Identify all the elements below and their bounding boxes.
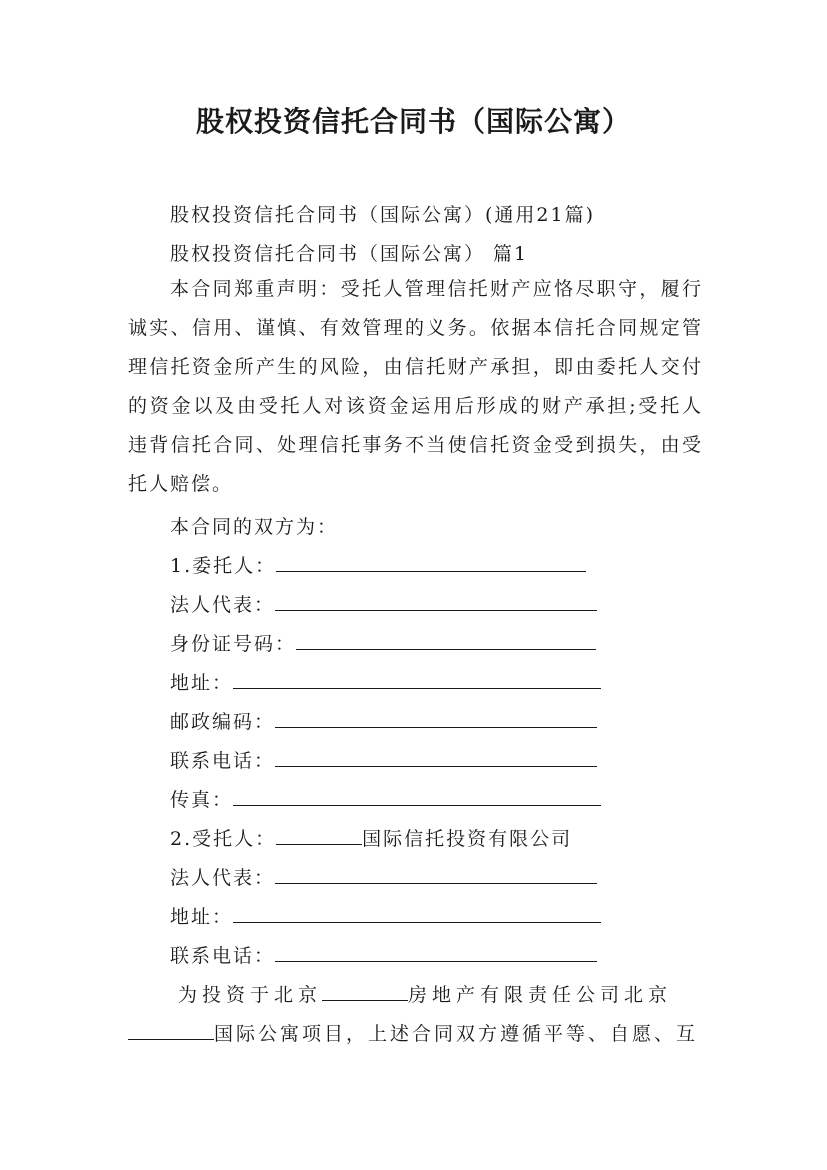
id-number-blank[interactable] <box>296 629 596 650</box>
legal-rep-label-1: 法人代表： <box>170 594 276 616</box>
address-field-1 <box>170 668 601 695</box>
trustee-company-suffix: 国际信托投资有限公司 <box>362 828 573 850</box>
address-label-2: 地址： <box>170 906 234 928</box>
address-blank-2[interactable] <box>233 902 601 923</box>
closing-blank-1[interactable] <box>322 980 408 1001</box>
document-subtitle: 股权投资信托合同书（国际公寓）(通用21篇) <box>170 204 596 226</box>
phone-blank-1[interactable] <box>275 746 597 767</box>
trustee-blank[interactable] <box>276 824 362 845</box>
address-blank-1[interactable] <box>233 668 601 689</box>
phone-field-2 <box>170 941 597 968</box>
phone-label-1: 联系电话： <box>170 750 276 772</box>
id-number-label: 身份证号码： <box>170 633 297 655</box>
legal-rep-label-2: 法人代表： <box>170 867 276 889</box>
fax-label: 传真： <box>170 789 234 811</box>
trustor-field <box>170 551 586 578</box>
phone-label-2: 联系电话： <box>170 945 276 967</box>
closing-line-2 <box>128 1019 698 1046</box>
legal-rep-field-1 <box>170 590 597 617</box>
closing-line-1 <box>178 980 672 1007</box>
phone-blank-2[interactable] <box>275 941 597 962</box>
address-label-1: 地址： <box>170 672 234 694</box>
declaration-paragraph: 本合同郑重声明：受托人管理信托财产应恪尽职守，履行诚实、信用、谨慎、有效管理的义务。依据本信托合同规定管理信托资金所产生的风险，由信托财产承担，即由委托人交付的资金以及由受托人对该资金运用后形成的财产承担;受托人违背信托合同、处理信托事务不当使信托资金受到损失，由受托人赔偿。 <box>128 278 703 495</box>
id-number-field <box>170 629 596 656</box>
postal-code-field <box>170 707 597 734</box>
closing-blank-2[interactable] <box>128 1019 214 1040</box>
closing-text-3: 国际公寓项目，上述合同双方遵循平等、自愿、互 <box>214 1023 699 1045</box>
trustee-field <box>170 824 572 851</box>
fax-field <box>170 785 601 812</box>
trustee-label: 2.受托人： <box>170 828 277 850</box>
document-title: 股权投资信托合同书（国际公寓） <box>195 105 631 138</box>
trustor-label: 1.委托人： <box>170 555 277 577</box>
closing-text-1: 为投资于北京 <box>178 984 323 1006</box>
legal-rep-field-2 <box>170 863 597 890</box>
postal-code-label: 邮政编码： <box>170 711 276 733</box>
fax-blank[interactable] <box>233 785 601 806</box>
legal-rep-blank-2[interactable] <box>275 863 597 884</box>
trustor-blank[interactable] <box>276 551 586 572</box>
section-heading: 股权投资信托合同书（国际公寓） 篇1 <box>170 243 529 265</box>
legal-rep-blank-1[interactable] <box>275 590 597 611</box>
parties-intro: 本合同的双方为： <box>170 516 339 538</box>
address-field-2 <box>170 902 601 929</box>
postal-code-blank[interactable] <box>275 707 597 728</box>
phone-field-1 <box>170 746 597 773</box>
closing-text-2: 房地产有限责任公司北京 <box>408 984 673 1006</box>
